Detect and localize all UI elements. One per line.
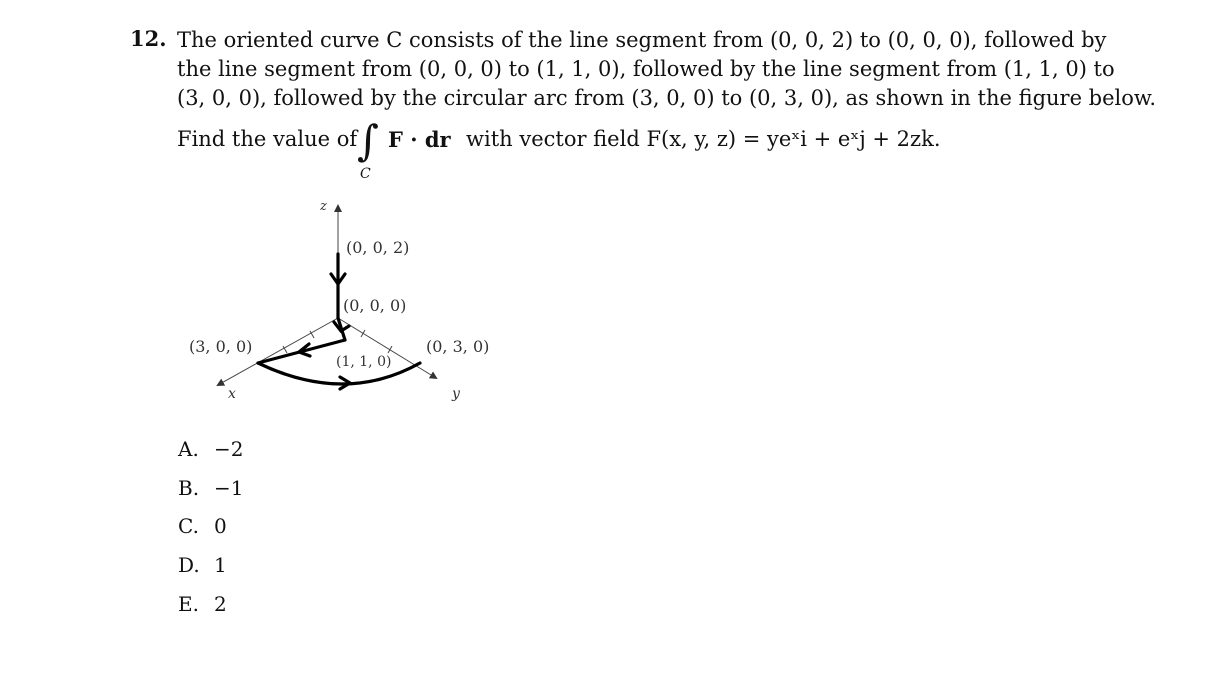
choice-value: 1: [214, 553, 227, 577]
find-prefix: Find the value of: [177, 127, 358, 151]
z-axis-label: z: [320, 199, 327, 214]
choice-a[interactable]: [178, 437, 243, 461]
curve-figure: [180, 190, 510, 410]
choice-value: −2: [214, 437, 244, 461]
choice-label: E.: [178, 592, 199, 616]
choice-value: −1: [214, 476, 244, 500]
choice-c[interactable]: [178, 514, 227, 538]
question-text-line-2: the line segment from (0, 0, 0) to (1, 1, 0), followed by the line segment from (1, 1, 0) to: [177, 57, 1115, 81]
label-300: (3, 0, 0): [189, 337, 253, 356]
label-030: (0, 3, 0): [426, 337, 490, 356]
question-number: 12.: [130, 26, 167, 51]
choice-b[interactable]: [178, 476, 243, 500]
choice-d[interactable]: [178, 553, 227, 577]
choice-label: D.: [178, 553, 200, 577]
choice-label: A.: [178, 437, 199, 461]
label-110: (1, 1, 0): [336, 354, 392, 370]
find-line: [0, 112, 941, 184]
label-002: (0, 0, 2): [346, 238, 410, 257]
integral-subscript: C: [360, 166, 371, 182]
integrand: F · dr: [388, 127, 451, 152]
choice-value: 0: [214, 514, 227, 538]
x-axis-label: x: [228, 386, 236, 402]
integral-symbol: ∫: [357, 116, 379, 165]
find-suffix: with vector field F(x, y, z) = yeˣi + eˣj + 2zk.: [466, 127, 941, 151]
choice-label: B.: [178, 476, 200, 500]
choice-label: C.: [178, 514, 199, 538]
choice-e[interactable]: [178, 592, 227, 616]
question-text-line-3: (3, 0, 0), followed by the circular arc from (3, 0, 0) to (0, 3, 0), as shown in the figure below.: [177, 86, 1157, 110]
label-000: (0, 0, 0): [343, 296, 407, 315]
question-text-line-1: The oriented curve C consists of the line segment from (0, 0, 2) to (0, 0, 0), followed by: [177, 28, 1107, 52]
y-axis-label: y: [452, 386, 460, 402]
choice-value: 2: [214, 592, 227, 616]
